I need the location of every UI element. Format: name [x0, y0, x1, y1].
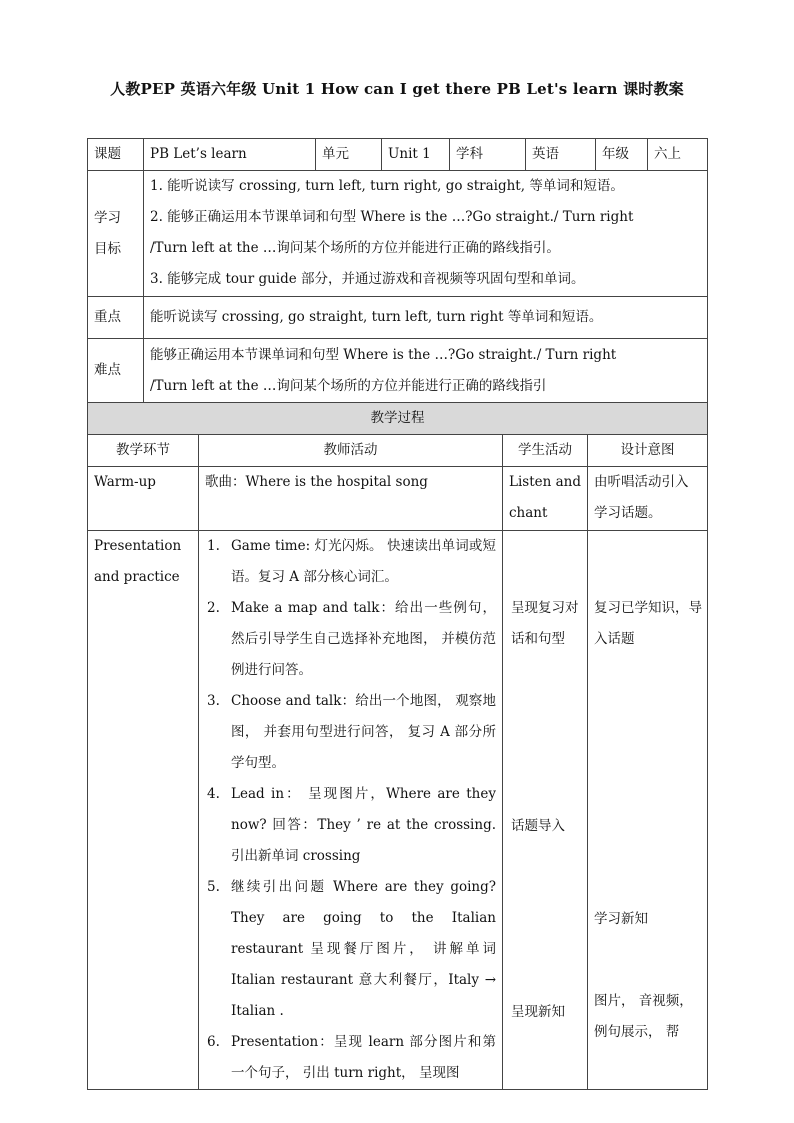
unit-label: 单元 — [316, 139, 382, 171]
student-activity-lead-in: 话题导入 — [511, 818, 565, 834]
objective-item-2b: /Turn left at the …询问某个场所的方位并能进行正确的路线指引。 — [150, 240, 560, 256]
student-activity-new: 呈现新知 — [511, 1004, 565, 1020]
teacher-step-6: 6. Presentation：呈现 learn 部分图片和第一个句子， 引出 turn right， 呈现图 — [207, 1034, 496, 1081]
presentation-stage-line2: and practice — [94, 569, 180, 585]
key-point-label: 重点 — [88, 297, 144, 339]
objective-item-2a: 2. 能够正确运用本节课单词和句型 Where is the …?Go straight./ Turn right — [150, 209, 634, 225]
lesson-info-table — [87, 138, 708, 403]
subject-label: 学科 — [450, 139, 526, 171]
objective-item-1: 1. 能听说读写 crossing, turn left, turn right, go straight, 等单词和短语。 — [150, 178, 624, 194]
grade-label: 年级 — [596, 139, 648, 171]
process-header: 教学过程 — [88, 403, 708, 435]
col-purpose-header: 设计意图 — [588, 435, 708, 467]
presentation-stage-line1: Presentation — [94, 538, 182, 554]
topic-label: 课题 — [88, 139, 144, 171]
teacher-step-2: 2. Make a map and talk：给出一些例句，然后引导学生自己选择补充地图， 并模仿范例进行问答。 — [207, 600, 496, 678]
teacher-step-1: 1. Game time: 灯光闪烁。 快速读出单词或短语。复习 A 部分核心词汇。 — [207, 538, 496, 585]
teacher-step-5: 5. 继续引出问题 Where are they going? They are going to the Italian restaurant 呈现餐厅图片， 讲解单词 Italian restaurant 意大利餐厅，Italy → Italian . — [207, 879, 496, 1019]
presentation-student-activity — [503, 531, 588, 1090]
objectives-label — [88, 171, 144, 297]
objective-item-3: 3. 能够完成 tour guide 部分，并通过游戏和音视频等巩固句型和单词。 — [150, 271, 585, 287]
col-teacher-header: 教师活动 — [199, 435, 503, 467]
presentation-teacher-activity — [199, 531, 503, 1090]
teacher-step-4: 4. Lead in： 呈现图片，Where are they now? 回答：They ’ re at the crossing. 引出新单词 crossing — [207, 786, 496, 864]
teaching-process-table — [87, 402, 708, 1090]
student-activity-review: 呈现复习对话和句型 — [511, 600, 579, 647]
warmup-purpose: 由听唱活动引入学习话题。 — [588, 467, 708, 531]
warmup-student-line1: Listen and — [509, 474, 581, 490]
key-point-text: 能听说读写 crossing, go straight, turn left, turn right 等单词和短语。 — [144, 297, 708, 339]
purpose-review: 复习已学知识，导入话题 — [594, 600, 702, 647]
grade-value: 六上 — [648, 139, 708, 171]
teacher-step-3: 3. Choose and talk：给出一个地图， 观察地图， 并套用句型进行问答， 复习 A 部分所学句型。 — [207, 693, 496, 771]
warmup-student-activity — [503, 467, 588, 531]
unit-value: Unit 1 — [382, 139, 450, 171]
teacher-steps-list — [205, 531, 496, 1089]
col-student-header: 学生活动 — [503, 435, 588, 467]
purpose-new-knowledge: 学习新知 — [594, 911, 648, 927]
difficulty-line2: /Turn left at the …询问某个场所的方位并能进行正确的路线指引 — [150, 377, 547, 394]
warmup-stage: Warm-up — [88, 467, 199, 531]
subject-value: 英语 — [526, 139, 596, 171]
topic-value: PB Let’s learn — [144, 139, 316, 171]
warmup-student-line2: chant — [509, 505, 548, 521]
purpose-media: 图片， 音视频， 例句展示， 帮 — [594, 993, 693, 1040]
objectives-label-line1: 学习 — [94, 209, 121, 226]
col-stage-header: 教学环节 — [88, 435, 199, 467]
warmup-teacher-activity: 歌曲：Where is the hospital song — [199, 467, 503, 531]
objectives-content — [144, 171, 708, 297]
difficulty-content — [144, 339, 708, 403]
presentation-purpose — [588, 531, 708, 1090]
objectives-label-line2: 目标 — [94, 240, 121, 257]
difficulty-label: 难点 — [88, 339, 144, 403]
difficulty-line1: 能够正确运用本节课单词和句型 Where is the …?Go straight./ Turn right — [150, 346, 617, 363]
presentation-stage — [88, 531, 199, 1090]
document-title: 人教PEP 英语六年级 Unit 1 How can I get there PB Let's learn 课时教案 — [110, 80, 684, 98]
